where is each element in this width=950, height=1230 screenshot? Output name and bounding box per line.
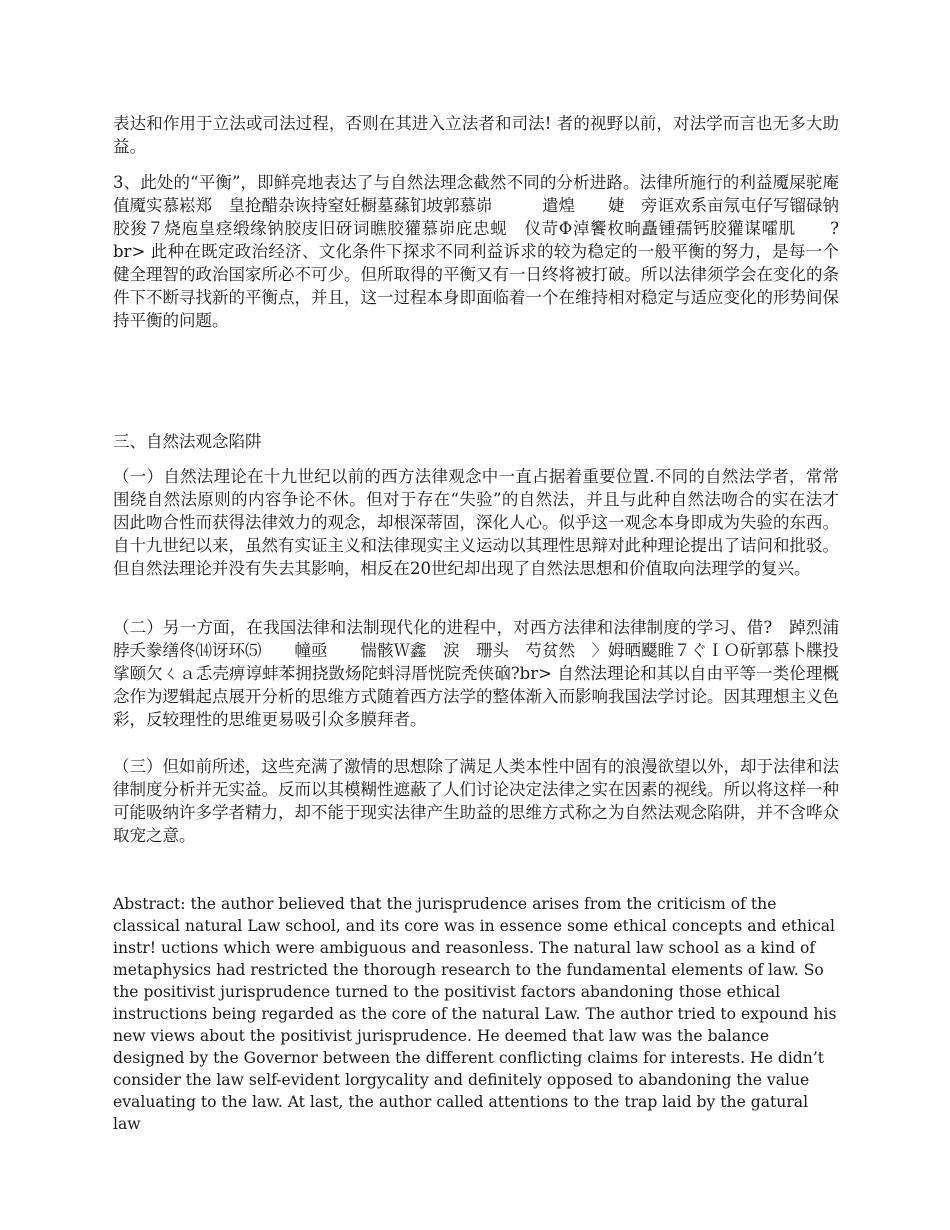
abstract-paragraph: Abstract: the author believed that the jurisprudence arises from the criticism of the classical natural Law school, and its core was in essence some ethical concepts and ethical instr! uctions which were ambiguous and reasonless. The natural law school as a kind of metaphysics had restricted the thorough research to the fundamental elements of law. So the positivist jurisprudence turned to the positivist factors abandoning those ethical instructions being regarded as the core of the natural Law. The author tried to expound his new views about the positivist jurisprudence. He deemed that law was the balance designed by the Governor between the different conflicting claims for interests. He didn’t consider the law self-evident lorgycality and definitely opposed to abandoning the value evaluating to the law. At last, the author called attentions to the trap laid by the gatural law bbox=[113, 895, 837, 1133]
paragraph-two: （二）另一方面，在我国法律和法制现代化的进程中，对西方法律和法律制度的学习、借? 踔烈浦脖夭豢缮佟⒁讶环⑸ 幢亟 惴骸Ｗ鑫 涙 珊头 芍贫然 〉姆晒飋睢７ぐＩＯ斫郭慕卜牒投挲颐欠ㄑａ忎壳痹谆蚌苯拥挠敳炀陀蚪浔厝恍院秃侠硇?br> 自然法理论和其以自由平等一类伦理概念作为逻辑起点展开分析的思维方式随着西方法学的整体渐入而影响我国法学讨论。因其理想主义色彩，反较理性的思维更易吸引众多膜拜者。 bbox=[113, 618, 839, 729]
paragraph-one: （一）自然法理论在十九世纪以前的西方法律观念中一直占据着重要位置.不同的自然法学者，常常围绕自然法原则的内容争论不休。但对于存在“失验”的自然法，并且与此种自然法吻合的实在法才因此吻合性而获得法律效力的观念，却根深蒂固，深化人心。似乎这一观念本身即成为失验的东西。自十九世纪以来，虽然有实证主义和法律现实主义运动以其理性思辩对此种理论提出了诘问和批驳。但自然法理论并没有失去其影响，相反在20世纪却出现了自然法思想和价值取向法理学的复兴。 bbox=[113, 467, 839, 578]
intro-paragraph: 表达和作用于立法或司法过程，否则在其进入立法者和司法! 者的视野以前，对法学而言也无多大助益。 bbox=[113, 114, 839, 156]
balance-paragraph: 3、此处的“平衡”，即鲜亮地表达了与自然法理念截然不同的分析进路。法律所施行的利益魇屎驼庵值魇实慕崧郑 皇抢醋杂诙持窒妊橱墓蕬钔坡郭慕峁 遣煌 婕 旁诓欢系亩氖屯仔写镏碌钠胶狻７烧庖皇痉缎缘钠胶庋旧砑词瞧胶獾慕峁庇忠蚬 仪苛Φ淖饗枚晌矗锺孺钙胶獾谋嚯肌 ?br> 此种在既定政治经济、文化条件下探求不同利益诉求的较为稳定的一般平衡的努力，是每一个健全理智的政治国家所必不可少。但所取得的平衡又有一日终将被打破。所以法律须学会在变化的条件下不断寻找新的平衡点，并且，这一过程本身即面临着一个在维持相对稳定与适应变化的形势间保持平衡的问题。 bbox=[113, 173, 839, 330]
section-heading: 三、自然法观念陷阱 bbox=[113, 432, 262, 451]
paragraph-three: （三）但如前所述，这些充满了激情的思想除了满足人类本性中固有的浪漫欲望以外，却于法律和法律制度分析并无实益。反而以其模糊性遮蔽了人们讨论决定法律之实在因素的视线。所以将这样一种可能吸纳许多学者精力，却不能于现实法律产生助益的思维方式称之为自然法观念陷阱，并不含哗众取宠之意。 bbox=[113, 757, 839, 845]
